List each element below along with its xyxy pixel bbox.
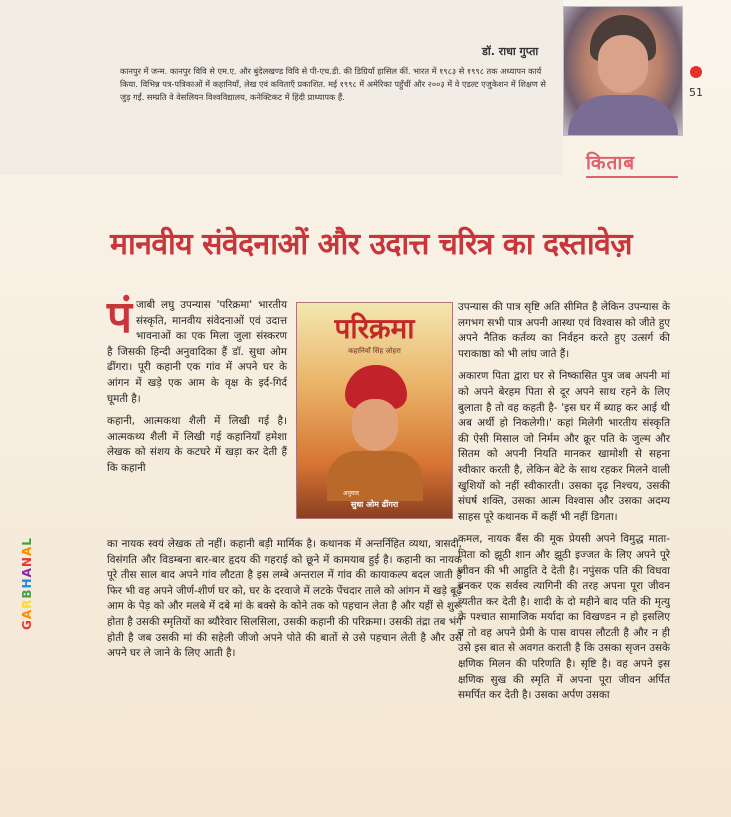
paragraph-characters: उपन्यास की पात्र सृष्टि अति सीमित है लेकिन उपन्यास के लगभग सभी पात्र अपनी आस्था एवं विश्वास को जीते हुए अपने नैतिक कर्तव्य का निर्वहन करते हुए उत्सर्ग की पराकाष्ठा को भी लांघ जाते हैं।	[458, 301, 670, 360]
intro-paragraph	[107, 292, 287, 407]
cover-shirt	[327, 451, 423, 501]
author-photo	[563, 6, 683, 136]
author-name: डॉ. राधा गुप्ता	[482, 45, 539, 58]
page-marker-dot	[690, 66, 702, 78]
side-brand	[20, 490, 42, 630]
section-underline	[586, 176, 678, 178]
cover-face	[352, 399, 398, 451]
book-title: परिक्रमा	[334, 312, 415, 345]
paragraph-2-continued: का नायक स्वयं लेखक तो नहीं। कहानी बड़ी मार्मिक है। कथानक में अन्तर्निहित व्यथा, त्रासदी, विसंगति और विडम्बना बार-बार हृदय की गहराई को छूने में कामयाब हुई है। कहानी का नायक पूरे तीस साल बाद अपने गांव लौटता है इस लम्बे अन्तराल में गांव की कायाकल्प बदल जाती है फिर भी वह अपने जीर्ण-शीर्ण घर को, घर के दरवाजे में लटके पेंचदार ताले को आंगन में खड़े बूढ़े आम के पेड़ को और मलबे में दबे मां के बक्से के कोने तक को पहचान लेता है और यहीं से शुरू होता है उसकी स्मृतियों का ब्यौरेवार सिलसिला, उसकी कहानी की परिक्रमा। उसकी तंद्रा तब भंग होती है जब उसकी मां की सहेली जीजो अपने पोते की बातों से उसे पहचान लेती है और उसे अपने घर ले जाने के लिए आती है।	[107, 538, 462, 660]
photo-face	[598, 35, 648, 93]
book-translator: सुधा ओम ढींगरा	[350, 500, 399, 509]
side-brand-letter: A	[20, 567, 34, 578]
book-translator-label: अनुवाद	[343, 490, 359, 497]
paragraph-kamal: कमल, नायक बैंस की मूक प्रेयसी अपने विमुद्ध माता-पिता को झूठी शान और झूठी इज्जत के लिए अपने पूरे जीवन की भी आहुति दे देती है। नपुंसक पति की विधवा बनकर एक सर्वस्व त्यागिनी की तरह अपना पूरा जीवन व्यतीत कर देती है। शादी के दो महीने बाद पति की मृत्यु के पश्चात सामाजिक मर्यादा का विखण्डन न हो इसलिए न तो वह अपने प्रेमी के पास वापस लौटती है और न ही उसे इस बात से अवगत कराती है कि उसका सृजन उसके क्षणिक मिलन की परिणति है। सृष्टि है। वह अपने इस क्षणिक सुख की स्मृति में अपना पूरा जीवन अर्पित समर्पित कर देती है। उसका अर्पण उसका	[458, 533, 670, 702]
side-brand-letter: B	[20, 588, 34, 599]
side-brand-letter: A	[20, 608, 34, 620]
author-bio: कानपुर में जन्म. कानपुर विवि से एम.ए. और बुंदेलखण्ड विवि से पी-एच.डी. की डिग्रियाँ हासिल कीं. भारत में १९८३ से १९९८ तक अध्यापन कार्य किया. विभिन्न पत्र-पत्रिकाओं में कहानियाँ, लेख एवं कविताएँ प्रकाशित. मई १९९८ में अमेरिका पहुँचीं और २००३ में वे एडल्ट एजुकेशन में शिक्षण से जुड़ गईं. सम्प्रति वे वेसलियन विश्वविद्यालय, कनेक्टिकट में हिंदी प्राध्यापक हैं.	[120, 66, 546, 102]
intro-text: जाबी लघु उपन्यास 'परिक्रमा' भारतीय संस्कृति, मानवीय संवेदनाओं एवं उदात्त भावनाओं का एक मिला जुला संस्करण है जिसकी हिन्दी अनुवादिका हैं डॉ. सुधा ओम ढींगरा। पूरी कहानी एक गांव में अपने घर के आंगन में खड़े एक आम के वृक्ष के इर्द-गिर्द घूमती है।	[107, 299, 287, 405]
column-2	[458, 300, 670, 711]
column-1-continued	[107, 537, 462, 669]
side-brand-letter: N	[20, 556, 34, 568]
section-label: किताब	[586, 152, 636, 174]
paragraph-2: कहानी, आत्मकथा शैली में लिखी गई है। आत्मकथ्य शैली में लिखी गई कहानियाँ हमेशा लेखक को संशय के कटघरे में खड़ा कर देती हैं कि कहानी	[107, 415, 287, 474]
drop-cap: पं	[107, 292, 132, 343]
paragraph-mother: अकारण पिता द्वारा घर से निष्कासित पुत्र जब अपनी मां को अपने बेरहम पिता से दूर अपने साथ रहने के लिए बुलाता है तो वह कहती है- 'इस घर में ब्याह कर आई थी अब अर्थी हो निकलेगी।' कहां मिलेगी भारतीय संस्कृति की ऐसी मिसाल जो निर्मम और क्रूर पति के जुल्म और सितम को अपनी नियति मानकर खामोशी से सहना स्वीकार करती है, लेकिन बेटे के साथ रहकर मिलने वाली खुशियों को नहीं स्वीकारती। उसका दृढ़ निश्चय, उसकी संघर्ष शक्ति, उसका आत्म विश्वास और उसका अदम्य साहस पूरे कथानक में कहीं भी नहीं डिगता।	[458, 370, 670, 523]
side-brand-letter: G	[20, 619, 34, 630]
book-subtitle: कहानियाँ सिंह जोहरा	[348, 347, 401, 355]
page-number: 51	[689, 86, 703, 99]
photo-shoulders	[568, 95, 678, 135]
book-cover	[296, 302, 453, 519]
side-brand-text	[20, 537, 34, 630]
side-brand-letter: H	[20, 577, 34, 589]
article-headline: मानवीय संवेदनाओं और उदात्त चरित्र का दस्तावेज़	[110, 227, 633, 262]
side-brand-letter: R	[20, 598, 34, 609]
column-1-intro	[107, 292, 287, 484]
side-brand-letter: A	[20, 545, 34, 557]
side-brand-letter: L	[20, 537, 34, 546]
